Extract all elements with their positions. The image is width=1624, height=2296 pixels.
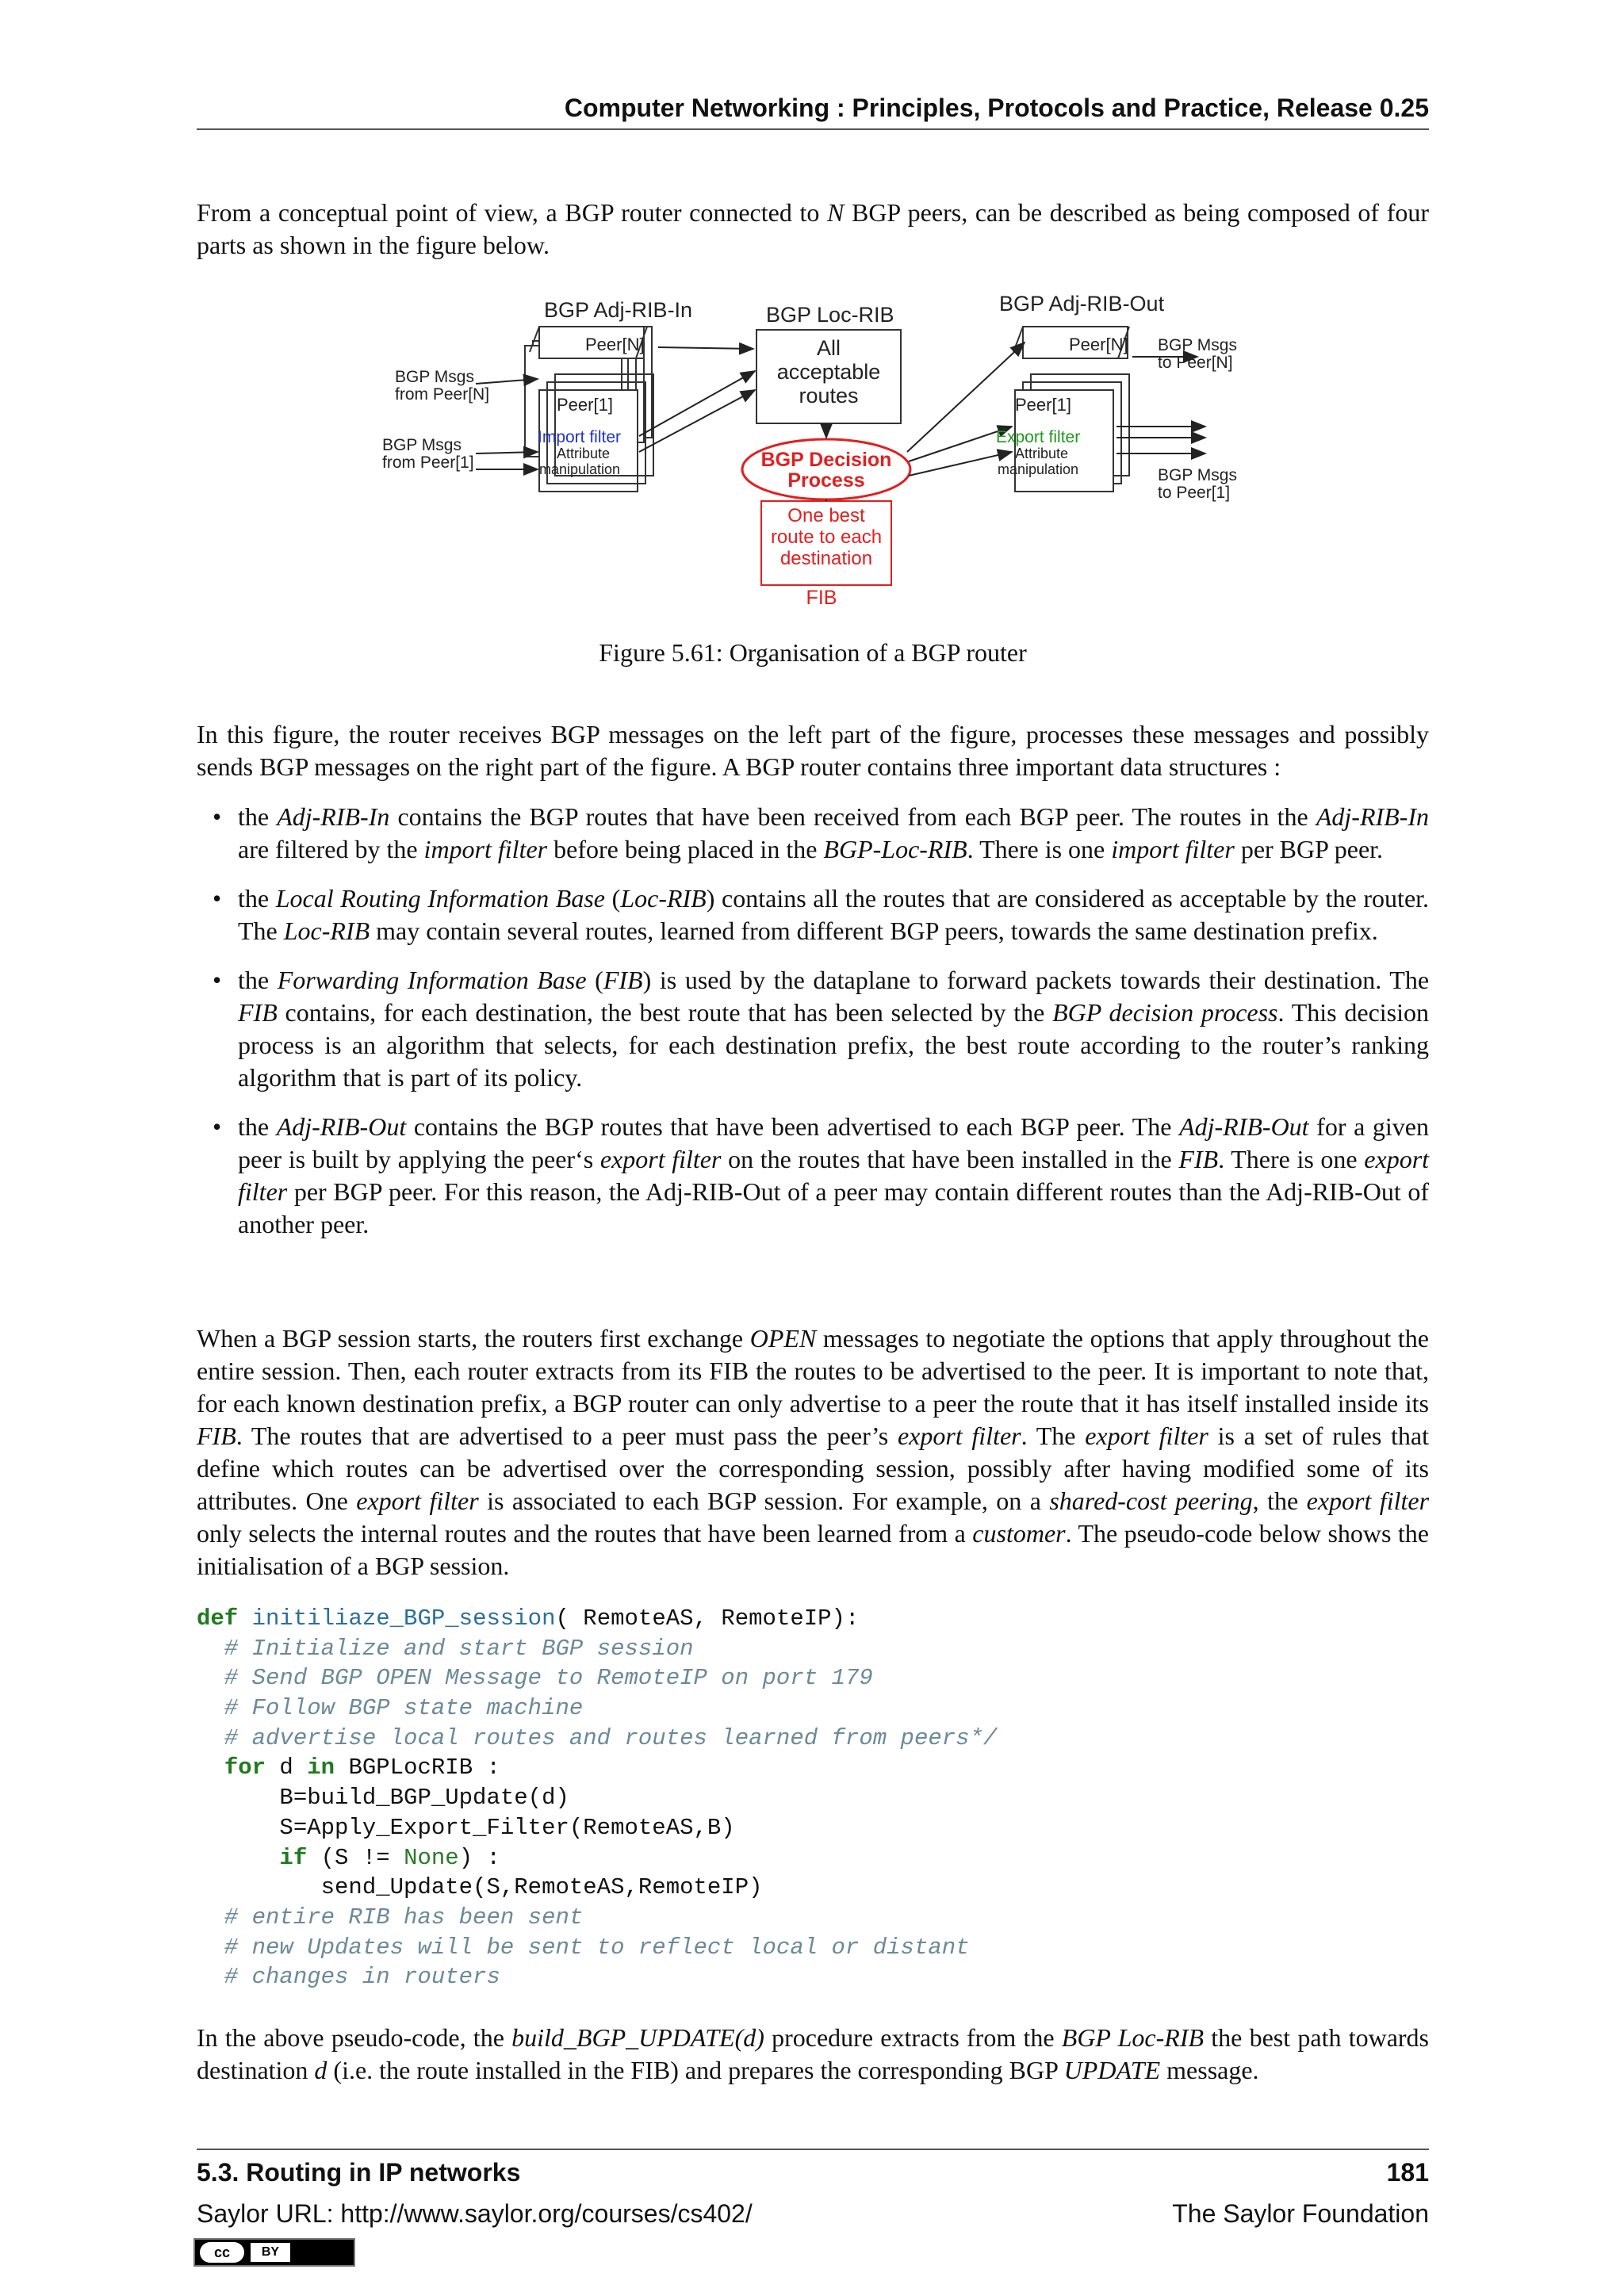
decision-2: Process (787, 469, 865, 492)
list-item: • the Local Routing Information Base (Loc-RIB) contains all the routes that are considered as acceptable by the router. The Loc-RIB may contain several routes, learned from different BGP peers, towards the same destination prefix. (213, 884, 1430, 945)
attribute-out: Attribute (1015, 446, 1069, 461)
paragraph-4: In the above pseudo-code, the build_BGP_UPDATE(d) procedure extracts from the BGP Loc-RIB the best path towards destination d (i.e. the route installed in the FIB) and prepares the corresponding BGP UPDATE message. (197, 2023, 1430, 2084)
peer-1-in: Peer[1] (557, 395, 613, 415)
best-route-1: One best (787, 505, 865, 526)
code-line: # advertise local routes and routes learned from peers*/ (197, 1724, 998, 1751)
manipulation-out: manipulation (998, 461, 1079, 477)
paragraph-3: When a BGP session starts, the routers first exchange OPEN messages to negotiate the options that apply throughout the entire session. Then, each router extracts from its FIB the routes to be advertised to the peer. It is important to note that, for each known destination prefix, a BGP router can only advertise to a peer the route that it has itself installed inside its FIB. The routes that are advertised to a peer must pass the peer’s export filter. The export filter is a set of rules that define which routes can be advertised over the corresponding session, possibly after having modified some of its attributes. One export filter is associated to each BGP session. For example, on a shared-cost peering, the export filter only selects the internal routes and the routes that have been learned from a customer. The pseudo-code below shows the initialisation of a BGP session. (197, 1324, 1430, 1580)
code-line: # Send BGP OPEN Message to RemoteIP on port 179 (197, 1665, 873, 1692)
saylor-foundation: The Saylor Foundation (1172, 2199, 1429, 2228)
all-routes-3: routes (799, 384, 859, 408)
msgs-from-n-2: from Peer[N] (395, 385, 490, 404)
bgp-router-figure (373, 285, 1261, 610)
msgs-from-1-2: from Peer[1] (382, 453, 474, 472)
pseudo-code-block (197, 1604, 997, 1992)
code-line: if (S != None) : (279, 1844, 500, 1871)
header-rule (197, 128, 1429, 130)
code-line: B=build_BGP_Update(d) (197, 1785, 569, 1812)
figure-caption: Figure 5.61: Organisation of a BGP router (599, 638, 1027, 667)
code-line: def initiliaze_BGP_session( RemoteAS, RemoteIP): (197, 1605, 860, 1632)
attribute-in: Attribute (557, 446, 611, 461)
code-line: # Initialize and start BGP session (197, 1635, 694, 1662)
list-item: • the Forwarding Information Base (FIB) is used by the dataplane to forward packets towards their destination. The FIB contains, for each destination, the best route that has been selected by the BGP decision process. This decision process is an algorithm that selects, for each destination prefix, the best route according to the router’s ranking algorithm that is part of its policy. (213, 966, 1430, 1092)
code-line: # changes in routers (197, 1964, 500, 1991)
code-line: # Follow BGP state machine (197, 1695, 584, 1722)
running-header: Computer Networking : Principles, Protocols and Practice, Release 0.25 (564, 94, 1429, 122)
saylor-url: Saylor URL: http://www.saylor.org/courses/cs402/ (197, 2199, 753, 2228)
list-item: • the Adj-RIB-In contains the BGP routes that have been received from each BGP peer. The routes in the Adj-RIB-In are filtered by the import filter before being placed in the BGP-Loc-RIB. There is one import filter per BGP peer. (213, 802, 1430, 863)
code-line: for d in BGPLocRIB : (224, 1755, 500, 1781)
code-line: S=Apply_Export_Filter(RemoteAS,B) (197, 1814, 735, 1841)
all-routes-2: acceptable (776, 360, 881, 384)
decision-1: BGP Decision (760, 449, 892, 471)
paragraph-2: In this figure, the router receives BGP messages on the left part of the figure, processes these messages and possibly sends BGP messages on the right part of the figure. A BGP router contains three important data structures : (197, 720, 1429, 781)
msgs-from-1-1: BGP Msgs (382, 436, 462, 454)
intro-n: N (827, 198, 845, 227)
cc-by-license-icon (193, 2238, 355, 2267)
code-line: # entire RIB has been sent (197, 1904, 584, 1931)
msgs-to-n-1: BGP Msgs (1158, 336, 1237, 354)
loc-rib-title: BGP Loc-RIB (766, 303, 894, 327)
import-filter-label: Import filter (538, 428, 622, 446)
peer-n-in: Peer[N] (585, 335, 645, 354)
data-structures-list (213, 801, 1430, 1257)
bullet-icon: • (213, 884, 222, 913)
page-number: 181 (1386, 2158, 1429, 2187)
msgs-to-1-1: BGP Msgs (1158, 466, 1237, 484)
intro-text: From a conceptual point of view, a BGP router connected to (197, 198, 827, 227)
msgs-to-1-2: to Peer[1] (1158, 484, 1231, 502)
by-icon: BY (251, 2243, 290, 2262)
code-line: # new Updates will be sent to reflect local or distant (197, 1934, 970, 1961)
bullet-icon: • (213, 1112, 222, 1141)
fib-label: FIB (806, 587, 837, 609)
peer-n-out: Peer[N] (1069, 335, 1128, 354)
list-item: • the Adj-RIB-Out contains the BGP routes that have been advertised to each BGP peer. The Adj-RIB-Out for a given peer is built by applying the peer‘s export filter on the routes that have been installed in the FIB. There is one export filter per BGP peer. For this reason, the Adj-RIB-Out of a peer may contain different routes than the Adj-RIB-Out of another peer. (213, 1112, 1430, 1238)
intro-text-end: BGP peers, can be described as being composed of four parts as shown in the figure below. (197, 198, 1430, 259)
all-routes-1: All (816, 336, 841, 360)
bullet-icon: • (213, 966, 222, 994)
adj-rib-out-title: BGP Adj-RIB-Out (999, 292, 1165, 316)
export-filter-label: Export filter (996, 428, 1081, 446)
msgs-from-n-1: BGP Msgs (395, 368, 474, 386)
msgs-to-n-2: to Peer[N] (1158, 354, 1233, 372)
code-line: send_Update(S,RemoteAS,RemoteIP) (197, 1874, 763, 1901)
best-route-2: route to each (770, 526, 883, 548)
peer-1-out: Peer[1] (1015, 395, 1071, 415)
intro-paragraph (197, 197, 1429, 262)
bullet-icon: • (213, 802, 222, 831)
cc-icon: cc (200, 2242, 244, 2263)
adj-rib-in-title: BGP Adj-RIB-In (544, 298, 693, 322)
manipulation-in: manipulation (539, 461, 621, 477)
footer-section: 5.3. Routing in IP networks (197, 2158, 521, 2187)
best-route-3: destination (779, 548, 873, 569)
footer-rule (197, 2149, 1429, 2150)
